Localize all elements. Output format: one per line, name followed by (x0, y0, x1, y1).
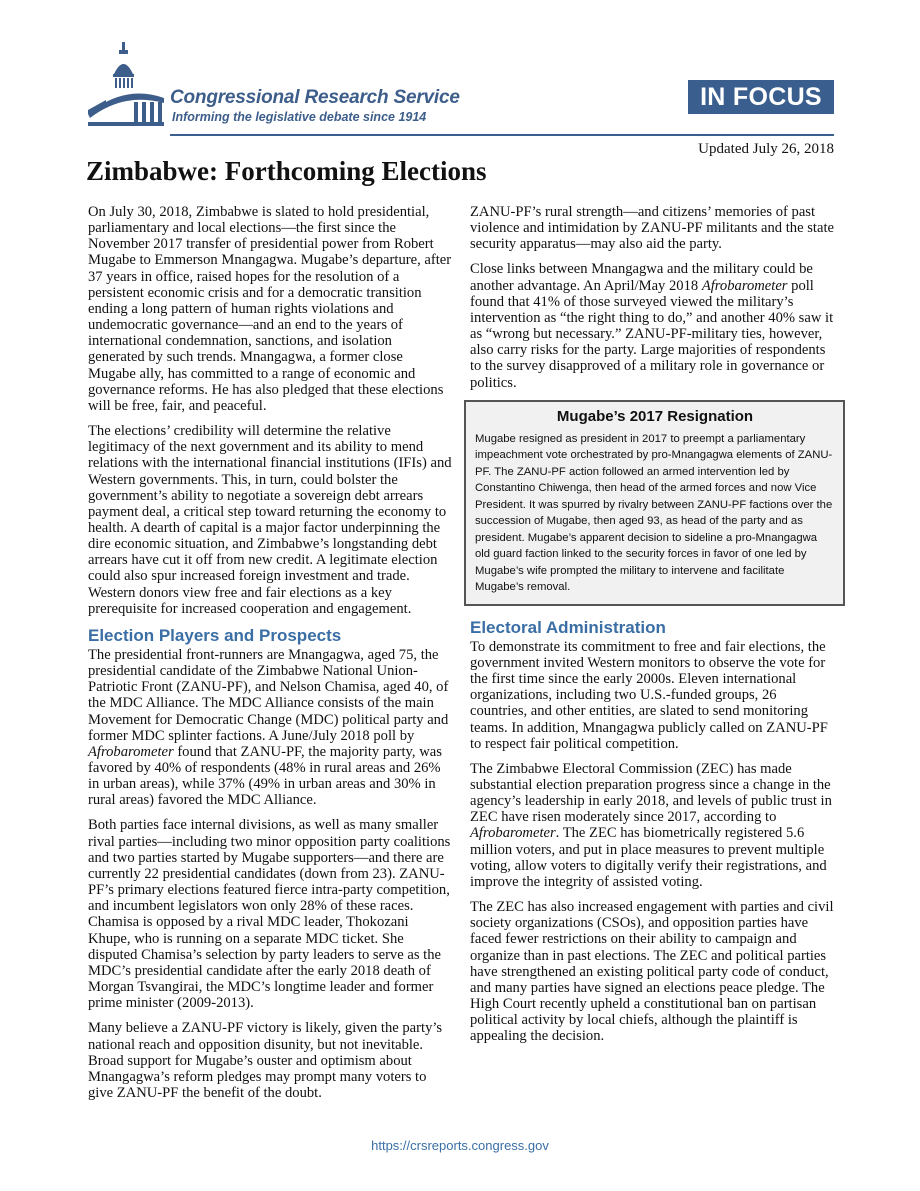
admin-paragraph-2: The Zimbabwe Electoral Commission (ZEC) has made substantial election preparation progress since a change in the agency’s leadership in early 2018, and levels of public trust in ZEC have risen moderately since 2017, according to Afrobarometer. The ZEC has biometrically registered 5.6 million voters, and put in place measures to prevent multiple voting, allow voters to digitally verify their registrations, and improve the integrity of assisted voting. (470, 760, 832, 890)
footer-url-link[interactable]: https://crsreports.congress.gov (371, 1138, 549, 1153)
intro-paragraph-1: On July 30, 2018, Zimbabwe is slated to hold presidential, parliamentary and local elections—the first since the November 2017 transfer of presidential power from Robert Mugabe to Emmerson Mnangagwa. Mugabe’s departure, after 37 years in office, raised hopes for the resolution of a persistent economic crisis and for a democratic transition ending a long pattern of human rights violations and undemocratic governance—and an end to the years of international condemnation, sanctions, and isolation generated by such trends. Mnangagwa, a former close Mugabe ally, has committed to a range of economic and governance reforms. He has also pledged that these elections will be free, fair, and peaceful. (88, 204, 452, 414)
section-heading-electoral-administration: Electoral Administration (470, 617, 666, 637)
right-paragraph-2: Close links between Mnangagwa and the military could be another advantage. An April/May 2018 Afrobarometer poll found that 41% of those surveyed viewed the military’s intervention as “the right thing to do,” and another 40% saw it as “wrong but necessary.” ZANU-PF-military ties, however, also carry risks for the party. Large majorities of respondents to the survey disapproved of a military role in governance or politics. (470, 261, 834, 391)
org-name: Congressional Research Service (170, 87, 460, 108)
right-paragraph-1: ZANU-PF’s rural strength—and citizens’ memories of past violence and intimidation by ZANU-PF militants and the state security apparatus—may also aid the party. (470, 204, 834, 253)
players-paragraph-1: The presidential front-runners are Mnangagwa, aged 75, the presidential candidate of the Zimbabwe National Union-Patriotic Front (ZANU-PF), and Nelson Chamisa, aged 40, of the MDC Alliance. The MDC Alliance consists of the main Movement for Democratic Change (MDC) political party and former MDC splinter factions. A June/July 2018 poll by Afrobarometer found that ZANU-PF, the majority party, was favored by 40% of respondents (48% in rural areas and 26% in urban areas), while 37% (49% in urban areas and 30% in rural areas) favored the MDC Alliance. (88, 646, 449, 809)
box-title: Mugabe’s 2017 Resignation (556, 407, 754, 425)
crs-capitol-logo-icon (84, 40, 166, 132)
org-tagline: Informing the legislative debate since 1914 (172, 110, 427, 124)
section-heading-election-players: Election Players and Prospects (88, 625, 342, 645)
in-focus-badge: IN FOCUS (688, 80, 834, 114)
intro-paragraph-2: The elections’ credibility will determine the relative legitimacy of the next government and its ability to mend relations with the international financial institutions (IFIs) and Western governments. This, in turn, could bolster the government’s ability to negotiate a sovereign debt arrears payment deal, a critical step toward returning the economy to health. A dearth of capital is a major factor underpinning the dire economic situation, and Zimbabwe’s longstanding debt arrears have cut it off from new credit. A legitimate election could also spur increased foreign investment and trade. Western donors view free and fair elections as a key prerequisite for increased cooperation and engagement. (88, 423, 452, 617)
header-divider (170, 134, 834, 136)
page-title: Zimbabwe: Forthcoming Elections (86, 156, 487, 186)
admin-paragraph-1: To demonstrate its commitment to free and fair elections, the government invited Western monitors to observe the vote for the first time since the early 2000s. Eleven international organizations, including two U.S.-funded groups, 26 countries, and other entities, are slated to send monitoring teams. In addition, Mnangagwa publicly called on ZANU-PF to respect fair political competition. (470, 638, 828, 752)
box-text: Mugabe resigned as president in 2017 to preempt a parliamentary impeachment vote orchestrated by pro-Mnangagwa elements of ZANU-PF. The ZANU-PF action followed an armed intervention led by Constantino Chiwenga, then head of the armed forces and now Vice President. It was spurred by rivalry between ZANU-PF factions over the succession of Mugabe, then aged 93, as head of the party and as president. Mugabe’s apparent decision to sideline a pro-Mnangagwa old guard faction linked to the security forces in favor of one led by Mugabe’s wife prompted the military to intervene and facilitate Mugabe’s removal. (475, 432, 833, 594)
resignation-sidebar-box (464, 400, 845, 606)
updated-date: Updated July 26, 2018 (698, 141, 834, 157)
left-column (88, 204, 452, 1110)
players-paragraph-3: Many believe a ZANU-PF victory is likely, given the party’s national reach and opposition disunity, but not inevitable. Broad support for Mugabe’s ouster and optimism about Mnangagwa’s reform pledges may prompt many voters to give ZANU-PF the benefit of the doubt. (88, 1020, 443, 1101)
admin-paragraph-3: The ZEC has also increased engagement with parties and civil society organizations (CSOs), and opposition parties have faced fewer restrictions on their ability to campaign and organize than in past elections. The ZEC and political parties have strengthened an existing political party code of conduct, and many parties have signed an elections peace pledge. The High Court recently upheld a constitutional ban on partisan political activity by local chiefs, although the plaintiff is appealing the decision. (470, 899, 834, 1045)
players-paragraph-2: Both parties face internal divisions, as well as many smaller rival parties—including two minor opposition party coalitions and two parties started by Mugabe supporters—and there are currently 22 presidential candidates (down from 23). ZANU-PF’s primary elections featured fierce intra-party competition, and incumbent legislators won only 28% of these races. Chamisa is opposed by a rival MDC leader, Thokozani Khupe, who is running on a separate MDC ticket. She disputed Chamisa’s selection by party leaders to serve as the MDC’s presidential candidate after the early 2018 death of Morgan Tsvangirai, the MDC’s longtime leader and former prime minister (2009-2013). (88, 817, 451, 1012)
right-column (470, 204, 834, 1053)
